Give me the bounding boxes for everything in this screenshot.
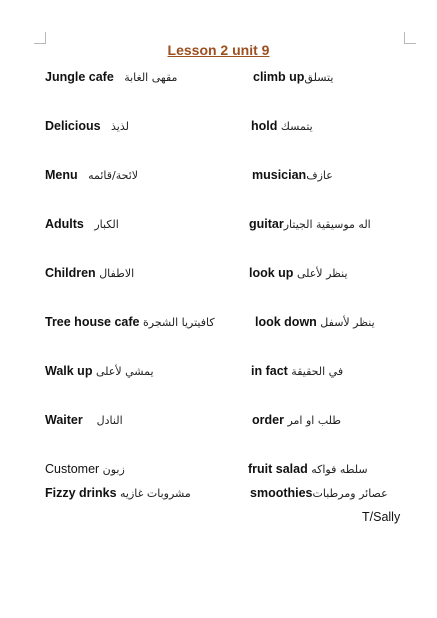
english-word: Children <box>45 266 96 280</box>
arabic-translation: طلب او امر <box>287 414 342 427</box>
arabic-translation: يتمسك <box>280 120 313 133</box>
english-word: Customer <box>45 462 100 476</box>
vocab-entry <box>45 461 125 478</box>
vocab-entry <box>45 412 123 429</box>
english-word: look up <box>249 266 294 280</box>
vocab-entry <box>252 412 341 429</box>
arabic-translation: يتسلق <box>304 71 334 84</box>
vocab-entry <box>45 167 138 184</box>
vocab-entry <box>255 314 375 331</box>
english-word: look down <box>255 315 317 329</box>
vocab-entry <box>45 363 154 380</box>
english-word: Delicious <box>45 119 101 133</box>
english-word: Waiter <box>45 413 83 427</box>
vocab-entry <box>251 363 343 380</box>
english-word: smoothies <box>250 486 313 500</box>
arabic-translation: اله موسيقية الجيتار <box>283 218 371 231</box>
arabic-translation: ينظر لأعلى <box>296 267 348 280</box>
vocab-entry <box>45 314 215 331</box>
vocab-entry <box>45 265 134 282</box>
arabic-translation: سلطه فواكه <box>311 463 368 476</box>
english-word: musician <box>252 168 307 182</box>
vocab-entry <box>45 216 119 233</box>
arabic-translation: مقهى الغابة <box>124 71 178 84</box>
english-word: order <box>252 413 284 427</box>
vocab-entry <box>252 167 333 184</box>
vocab-entry <box>251 118 313 135</box>
arabic-translation: الكبار <box>94 218 119 231</box>
arabic-translation: يمشي لأعلى <box>95 365 154 378</box>
arabic-translation: الاطفال <box>99 267 135 280</box>
arabic-translation: مشروبات غازيه <box>120 487 191 500</box>
english-word: guitar <box>249 217 284 231</box>
vocab-entry <box>249 265 348 282</box>
arabic-translation: زبون <box>102 463 125 476</box>
arabic-translation: ينظر لأسفل <box>320 316 375 329</box>
arabic-translation: كافيتريا الشجرة <box>142 316 215 329</box>
arabic-translation: النادل <box>96 414 123 427</box>
english-word: climb up <box>253 70 305 84</box>
arabic-translation: عازف <box>306 169 333 182</box>
vocab-entry <box>250 485 388 502</box>
arabic-translation: لائحة/قائمه <box>88 169 139 182</box>
page-title: Lesson 2 unit 9 <box>167 42 270 58</box>
vocab-entry <box>253 69 333 86</box>
english-word: Adults <box>45 217 84 231</box>
english-word: hold <box>251 119 278 133</box>
arabic-translation: في الحقيقة <box>291 365 344 378</box>
vocab-entry <box>248 461 368 478</box>
english-word: fruit salad <box>248 462 308 476</box>
english-word: Walk up <box>45 364 93 378</box>
teacher-signature: T/Sally <box>362 510 401 524</box>
english-word: Menu <box>45 168 78 182</box>
vocab-entry <box>45 485 191 502</box>
arabic-translation: عصائر ومرطبات <box>312 487 388 500</box>
arabic-translation: لذيذ <box>111 120 129 133</box>
vocab-entry <box>249 216 371 233</box>
english-word: Tree house cafe <box>45 315 140 329</box>
english-word: Fizzy drinks <box>45 486 117 500</box>
vocab-entry <box>45 69 177 86</box>
vocab-entry <box>45 118 129 135</box>
english-word: Jungle cafe <box>45 70 114 84</box>
english-word: in fact <box>251 364 288 378</box>
